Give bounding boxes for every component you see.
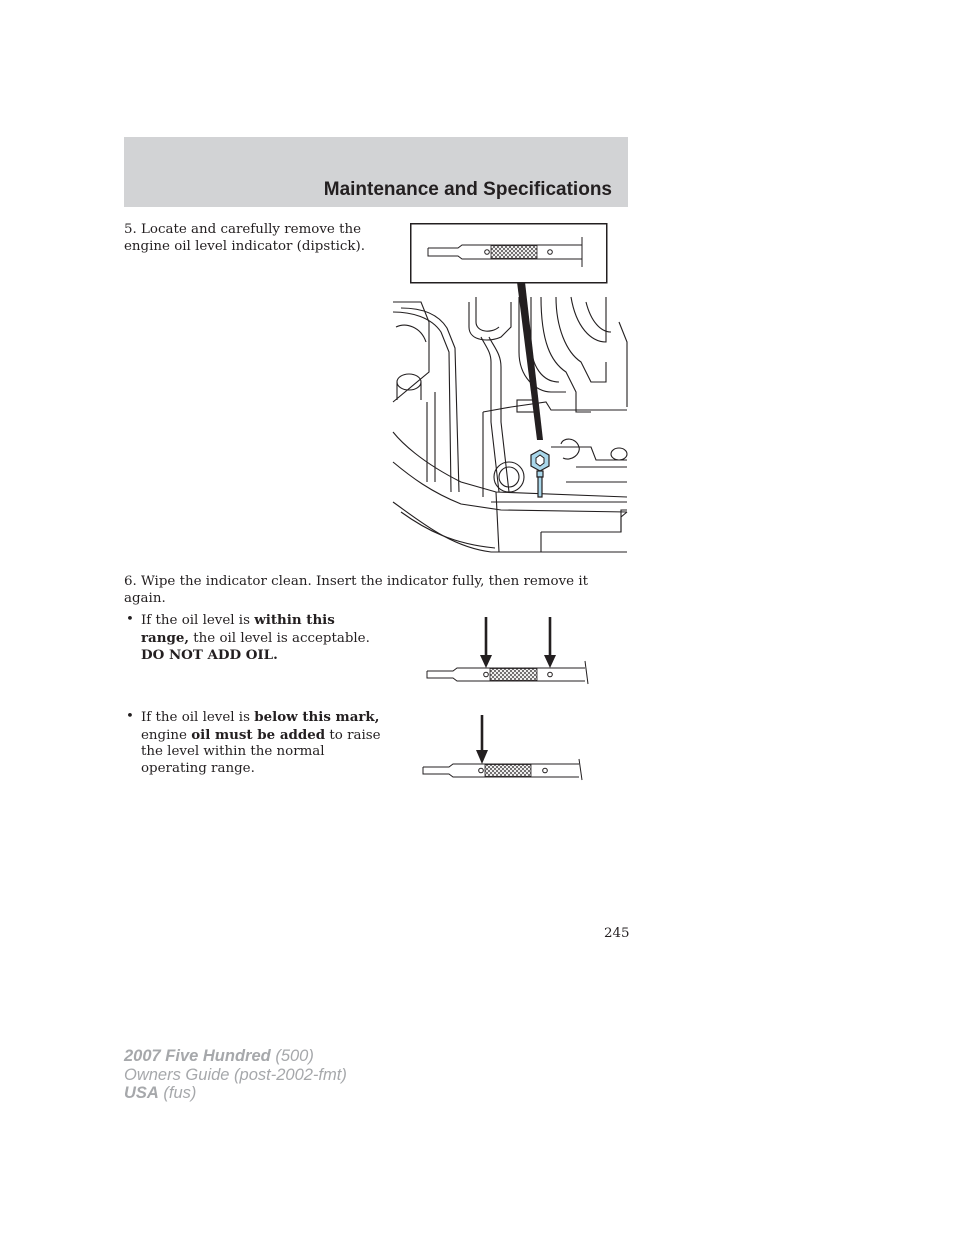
bullet-symbol: • (126, 612, 134, 627)
footer-model-code: (500) (270, 1047, 314, 1065)
bullet-2-text-b: engine (141, 727, 192, 743)
bullet-2-text-c: to raise the level within the normal operating range. (141, 727, 381, 776)
bullet-1-text-b: the oil level is acceptable. (189, 630, 370, 646)
dipstick-below-mark-diagram (421, 715, 591, 783)
bullet-2-text-a: If the oil level is (141, 710, 255, 725)
bullet-2-bold-b: oil must be added (191, 726, 326, 743)
bullet-1-bold-b: DO NOT ADD OIL. (141, 647, 278, 663)
step-6-text: 6. Wipe the indicator clean. Insert the indicator fully, then remove it again. (124, 574, 588, 606)
step-5-text: 5. Locate and carefully remove the engine oil level indicator (dipstick). (124, 222, 365, 254)
bullet-within-range (126, 612, 386, 665)
footer-line-2: Owners Guide (post-2002-fmt) (124, 1065, 347, 1084)
footer-market: USA (124, 1084, 159, 1102)
engine-compartment-illustration (391, 282, 629, 554)
bullet-1-bold-a: within this range, (141, 612, 335, 646)
dipstick-inset-illustration (410, 223, 608, 284)
footer-model: 2007 Five Hundred (124, 1047, 271, 1065)
bullet-2-bold-a: below this mark, (254, 709, 380, 725)
bullet-symbol: • (126, 709, 134, 724)
footer-market-code: (fus) (158, 1084, 197, 1102)
dipstick-range-diagram (425, 617, 595, 685)
page-number: 245 (604, 926, 630, 941)
section-title: Maintenance and Specifications (323, 179, 612, 200)
footer-line-3 (124, 1084, 347, 1103)
bullet-below-mark (126, 709, 386, 777)
header-band (124, 137, 628, 207)
footer-imprint (124, 1047, 347, 1103)
bullet-1-text-a: If the oil level is (141, 613, 255, 628)
footer-line-1 (124, 1047, 347, 1066)
